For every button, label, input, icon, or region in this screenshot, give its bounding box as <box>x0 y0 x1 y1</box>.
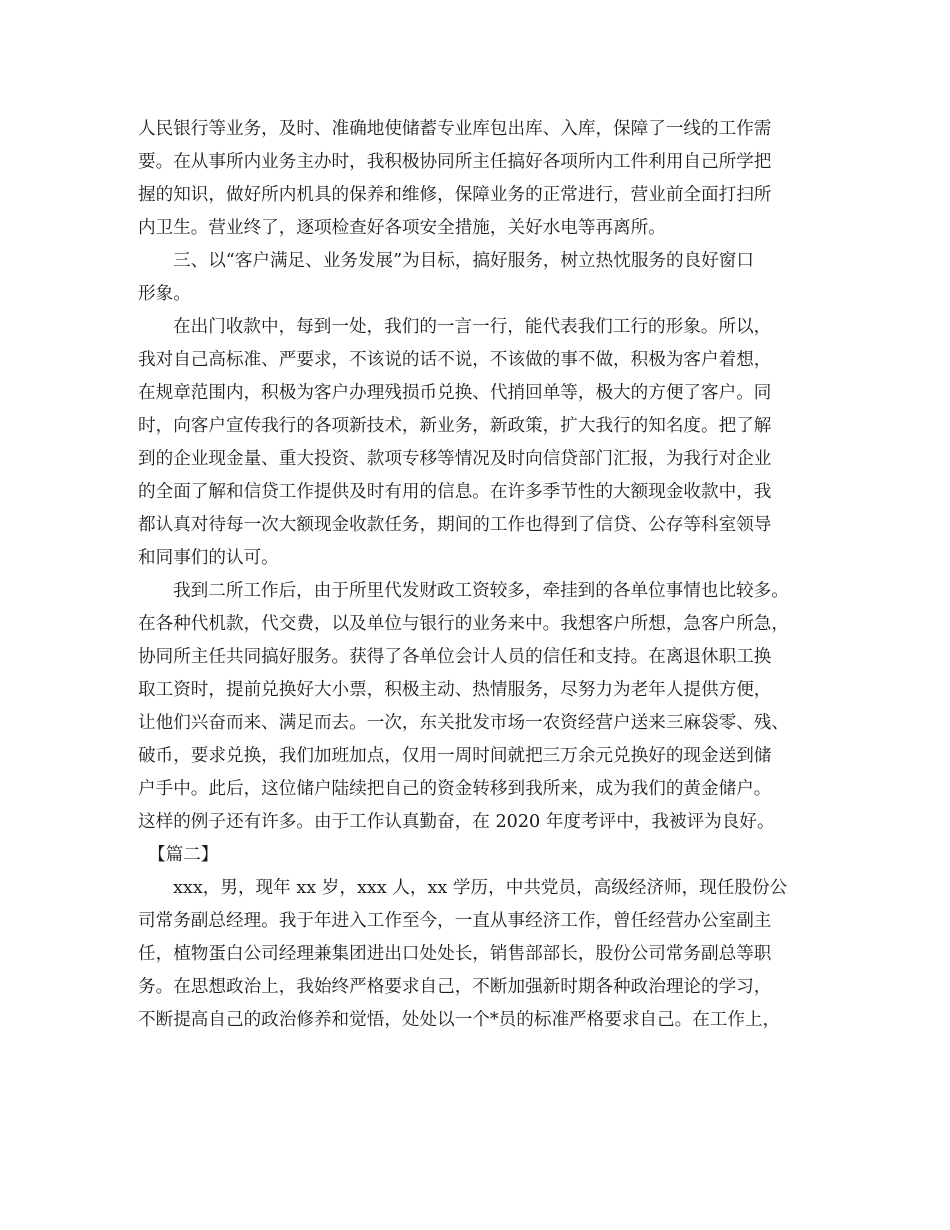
text-line: 时，向客户宣传我行的各项新技术，新业务，新政策，扩大我行的知名度。把了解 <box>138 416 772 436</box>
text-line: 在各种代机款，代交费，以及单位与银行的业务来中。我想客户所想，急客户所急， <box>138 614 789 634</box>
paragraph-first-line: 在出门收款中，每到一处，我们的一言一行，能代表我们工行的形象。所以， <box>173 317 772 337</box>
text-line: 协同所主任共同搞好服务。获得了各单位会计人员的信任和支持。在离退休职工换 <box>138 647 772 667</box>
paragraph-first-line: 我到二所工作后，由于所里代发财政工资较多，牵挂到的各单位事情也比较多。 <box>173 581 789 601</box>
text-line: 我对自己高标准、严要求，不该说的话不说，不该做的事不做，积极为客户着想， <box>138 350 772 370</box>
text-line: 和同事们的认可。 <box>138 548 279 568</box>
text-line: 到的企业现金量、重大投资、款项专移等情况及时向信贷部门汇报，为我行对企业 <box>138 449 772 469</box>
text-line: 不断提高自己的政治修养和觉悟，处处以一个*员的标准严格要求自己。在工作上， <box>138 1010 781 1030</box>
paragraph-first-line: xxx，男，现年 xx 岁，xxx 人，xx 学历，中共党员，高级经济师，现任股份公 <box>173 878 788 898</box>
text-line: 取工资时，提前兑换好大小票，积极主动、热情服务，尽努力为老年人提供方便， <box>138 680 772 700</box>
text-line: 户手中。此后，这位储户陆续把自己的资金转移到我所来，成为我们的黄金储户。 <box>138 779 772 799</box>
text-line: 内卫生。营业终了，逐项检查好各项安全措施，关好水电等再离所。 <box>138 218 666 238</box>
document-body <box>138 113 823 1037</box>
text-line: 人民银行等业务，及时、准确地使储蓄专业库包出库、入库，保障了一线的工作需 <box>138 119 772 139</box>
section-heading-line: 三、以“客户满足、业务发展”为目标，搞好服务，树立热忱服务的良好窗口 <box>173 251 754 271</box>
text-line: 要。在从事所内业务主办时，我积极协同所主任搞好各项所内工件利用自己所学把 <box>138 152 772 172</box>
text-line: 形象。 <box>138 284 191 304</box>
text-line: 的全面了解和信贷工作提供及时有用的信息。在许多季节性的大额现金收款中，我 <box>138 482 772 502</box>
text-line: 都认真对待每一次大额现金收款任务，期间的工作也得到了信贷、公存等科室领导 <box>138 515 772 535</box>
text-line: 让他们兴奋而来、满足而去。一次，东关批发市场一农资经营户送来三麻袋零、残、 <box>138 713 789 733</box>
text-line: 司常务副总经理。我于年进入工作至今，一直从事经济工作，曾任经营办公室副主 <box>138 911 772 931</box>
section-title: 【篇二】 <box>148 845 219 865</box>
text-line: 破币，要求兑换，我们加班加点，仅用一周时间就把三万余元兑换好的现金送到储 <box>138 746 772 766</box>
text-line: 任，植物蛋白公司经理兼集团进出口处处长，销售部部长，股份公司常务副总等职 <box>138 944 772 964</box>
text-line: 在规章范围内，积极为客户办理残损币兑换、代捎回单等，极大的方便了客户。同 <box>138 383 772 403</box>
text-line: 握的知识，做好所内机具的保养和维修，保障业务的正常进行，营业前全面打扫所 <box>138 185 772 205</box>
text-line: 这样的例子还有许多。由于工作认真勤奋，在 2020 年度考评中，我被评为良好。 <box>138 812 775 832</box>
text-line: 务。在思想政治上，我始终严格要求自己，不断加强新时期各种政治理论的学习， <box>138 977 772 997</box>
